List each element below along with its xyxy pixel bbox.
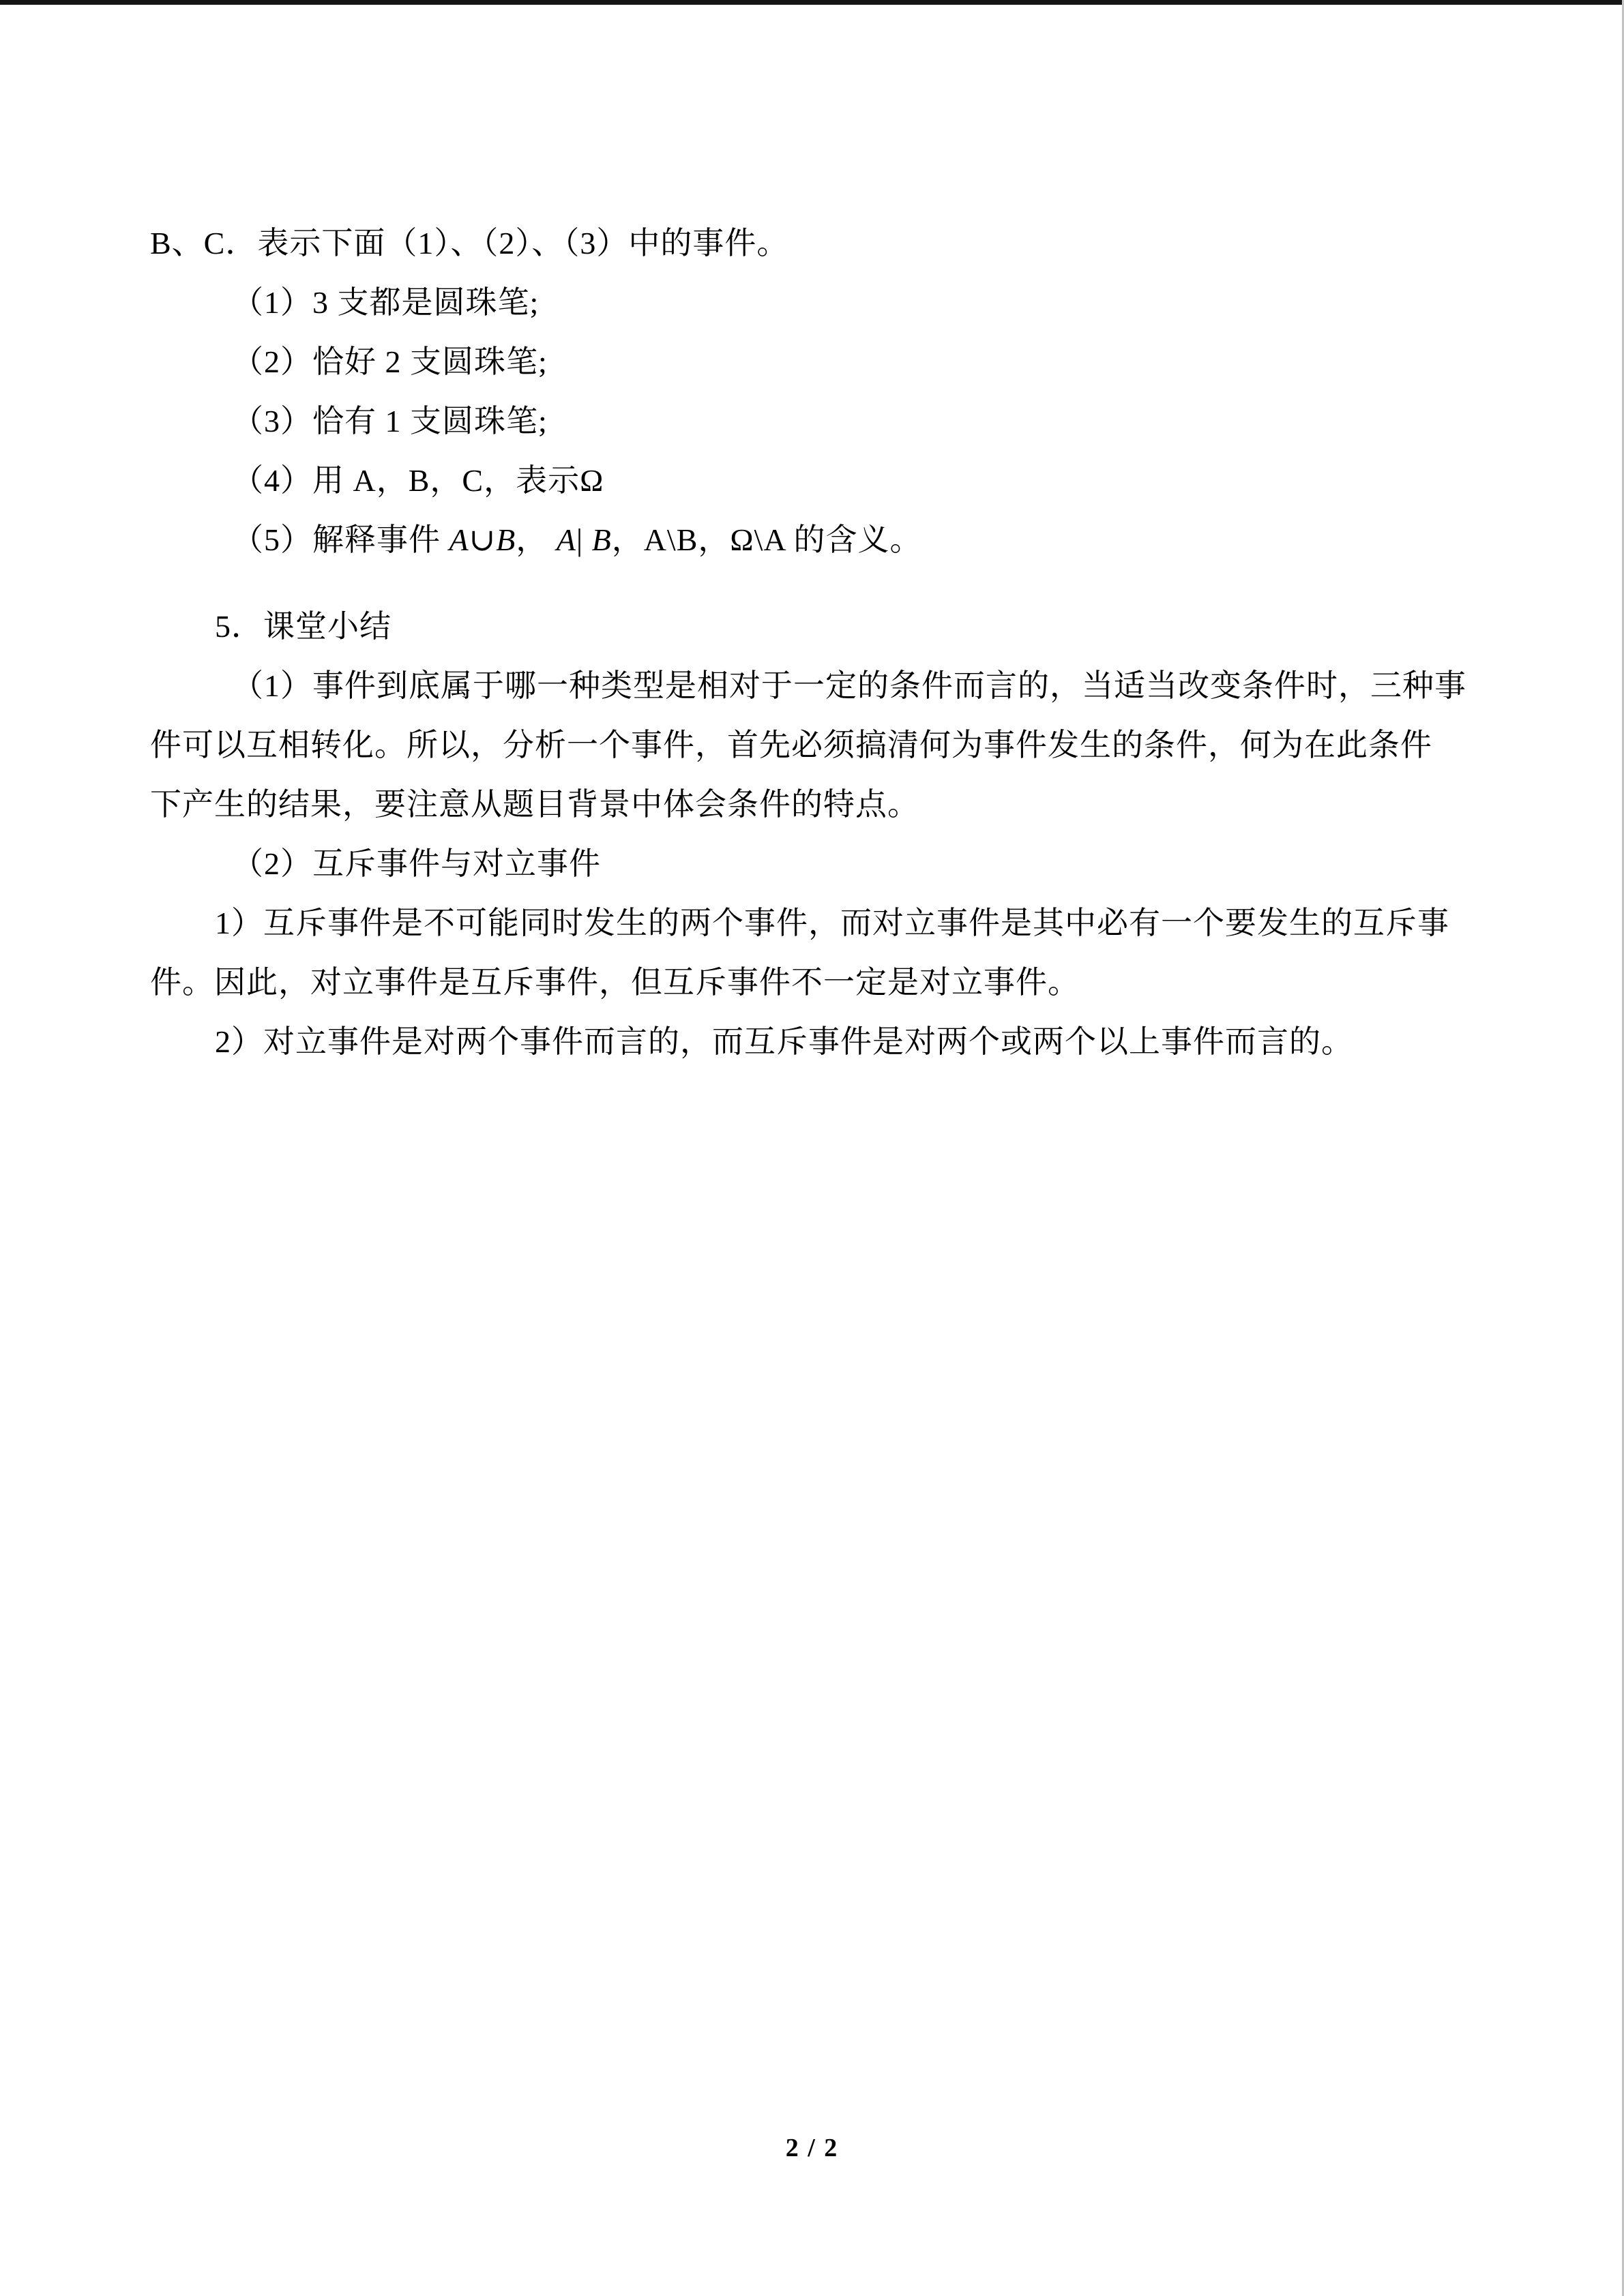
section-heading-5: 5．课堂小结 bbox=[215, 609, 392, 644]
page-number-footer: 2 / 2 bbox=[785, 2134, 839, 2162]
paragraph-3-line-1: 2）对立事件是对两个事件而言的，而互斥事件是对两个或两个以上事件而言的。 bbox=[215, 1024, 1353, 1059]
paragraph-1-line-3: 下产生的结果，要注意从题目背景中体会条件的特点。 bbox=[150, 787, 919, 822]
math-var-b2: B bbox=[591, 522, 612, 557]
union-operator: ∪ bbox=[469, 522, 497, 557]
bar-operator: | bbox=[576, 522, 592, 557]
separator-comma: ， bbox=[516, 522, 557, 557]
list-item-2: （2）恰好 2 支圆珠笔; bbox=[232, 344, 548, 379]
list-item-5-tail: ，A\B，Ω\A 的含义。 bbox=[611, 522, 922, 557]
list-item-1: （1）3 支都是圆珠笔; bbox=[232, 285, 540, 320]
list-item-4: （4）用 A，B，C，表示Ω bbox=[232, 463, 604, 498]
math-var-a2: A bbox=[556, 522, 576, 557]
paragraph-1-line-2: 件可以互相转化。所以，分析一个事件，首先必须搞清何为事件发生的条件，何为在此条件 bbox=[150, 728, 1432, 762]
paragraph-2-line-2: 件。因此，对立事件是互斥事件，但互斥事件不一定是对立事件。 bbox=[150, 965, 1080, 1000]
math-var-a1: A bbox=[449, 522, 469, 557]
paragraph-1-line-1: （1）事件到底属于哪一种类型是相对于一定的条件而言的，当适当改变条件时，三种事 bbox=[232, 668, 1466, 703]
list-item-5 bbox=[150, 510, 1488, 569]
scan-artifact-top-bar bbox=[0, 0, 1624, 5]
paragraph-2-line-1: 1）互斥事件是不可能同时发生的两个事件，而对立事件是其中必有一个要发生的互斥事 bbox=[215, 906, 1449, 940]
list-item-3: （3）恰有 1 支圆珠笔; bbox=[232, 404, 548, 438]
subsection-heading-2: （2）互斥事件与对立事件 bbox=[232, 846, 601, 881]
list-item-5-text: （5）解释事件 bbox=[232, 522, 449, 557]
continuation-line-intro: B、C．表示下面（1）、（2）、（3）中的事件。 bbox=[150, 226, 789, 260]
math-var-b1: B bbox=[496, 522, 516, 557]
document-body bbox=[150, 213, 1488, 1071]
